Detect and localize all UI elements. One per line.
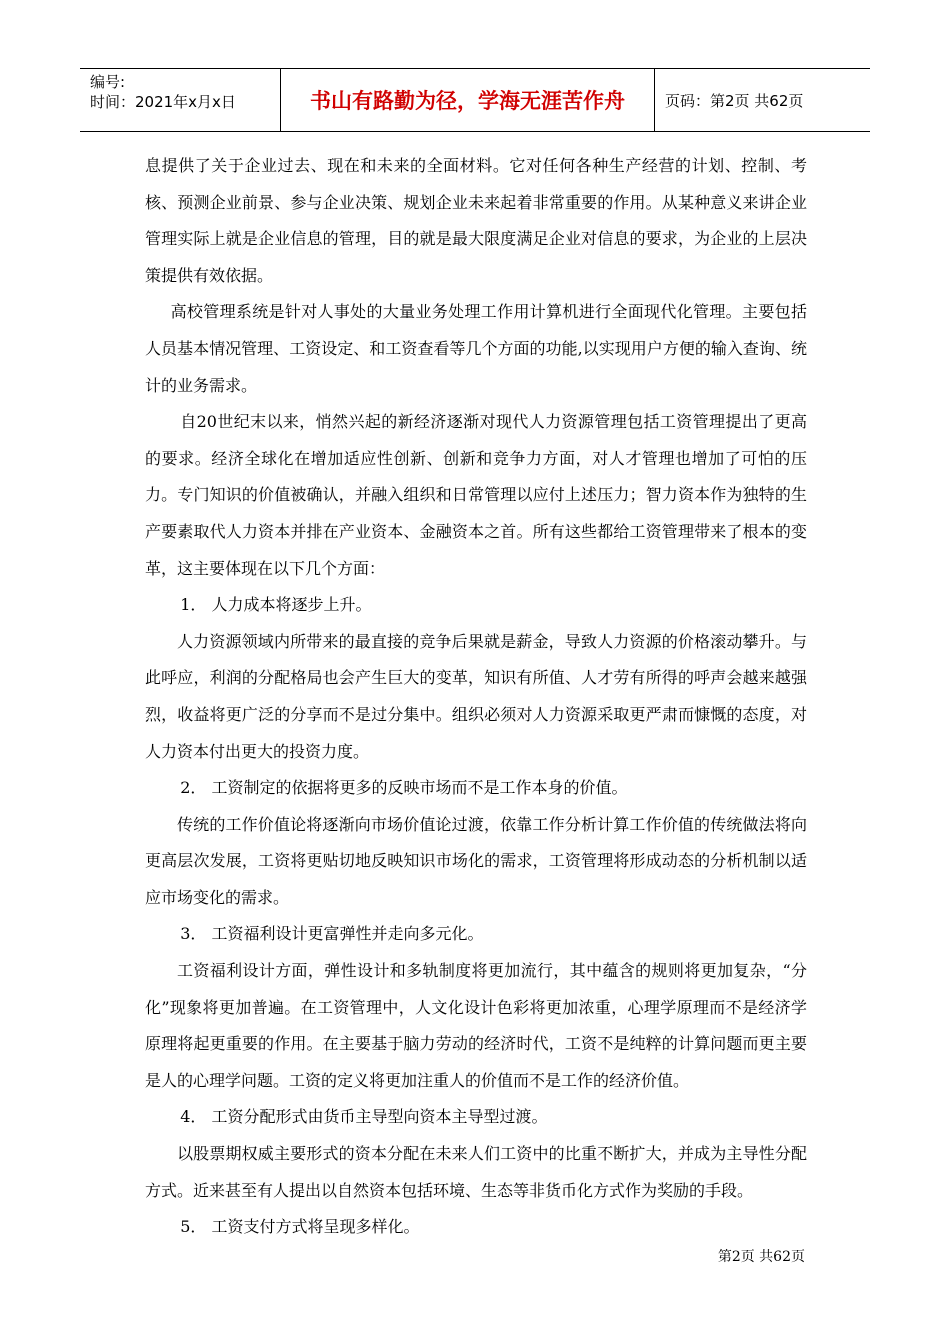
page-header [80,68,870,132]
list-item-heading: 4． 工资分配形式由货币主导型向资本主导型过渡。 [180,1107,548,1127]
paragraph: 工资福利设计方面，弹性设计和多轨制度将更加流行，其中蕴含的规则将更加复杂，“分化”现象将更加普遍。在工资管理中，人文化设计色彩将更加浓重，心理学原理而不是经济学原理将起更重要的作用。在主要基于脑力劳动的经济时代，工资不是纯粹的计算问题而更主要是人的心理学问题。工资的定义将更加注重人的价值而不是工作的经济价值。 [145,961,807,1090]
list-item-heading: 1． 人力成本将逐步上升。 [180,595,372,615]
document-body [145,148,807,1246]
paragraph: 高校管理系统是针对人事处的大量业务处理工作用计算机进行全面现代化管理。主要包括人员基本情况管理、工资设定、和工资查看等几个方面的功能,以实现用户方便的输入查询、统计的业务需求。 [145,302,807,395]
list-item-heading: 5． 工资支付方式将呈现多样化。 [180,1217,420,1237]
paragraph: 息提供了关于企业过去、现在和未来的全面材料。它对任何各种生产经营的计划、控制、考核、预测企业前景、参与企业决策、规划企业未来起着非常重要的作用。从某种意义来讲企业管理实际上就是企业信息的管理，目的就是最大限度满足企业对信息的要求，为企业的上层决策提供有效依据。 [145,156,807,285]
page-footer: 第2页 共62页 [717,1249,805,1265]
paragraph: 自20世纪末以来，悄然兴起的新经济逐渐对现代人力资源管理包括工资管理提出了更高的要求。经济全球化在增加适应性创新、创新和竞争力方面，对人才管理也增加了可怕的压力。专门知识的价值被确认，并融入组织和日常管理以应付上述压力；智力资本作为独特的生产要素取代人力资本并排在产业资本、金融资本之首。所有这些都给工资管理带来了根本的变革，这主要体现在以下几个方面： [145,412,807,578]
paragraph: 以股票期权威主要形式的资本分配在未来人们工资中的比重不断扩大，并成为主导性分配方式。近来甚至有人提出以自然资本包括环境、生态等非货币化方式作为奖励的手段。 [145,1144,807,1200]
list-item-heading: 2． 工资制定的依据将更多的反映市场而不是工作本身的价值。 [180,778,628,798]
time-label: 时间：2021年x月x日 [90,93,236,111]
header-page-info: 页码：第2页 共62页 [665,91,804,110]
header-motto: 书山有路勤为径，学海无涯苦作舟 [281,69,655,131]
number-label: 编号: [90,73,126,91]
header-meta-cell [80,69,281,131]
paragraph: 人力资源领域内所带来的最直接的竞争后果就是薪金，导致人力资源的价格滚动攀升。与此呼应，利润的分配格局也会产生巨大的变革，知识有所值、人才劳有所得的呼声会越来越强烈，收益将更广泛的分享而不是过分集中。组织必须对人力资源采取更严肃而慷慨的态度，对人力资本付出更大的投资力度。 [145,631,807,761]
paragraph: 传统的工作价值论将逐渐向市场价值论过渡，依靠工作分析计算工作价值的传统做法将向更高层次发展，工资将更贴切地反映知识市场化的需求，工资管理将形成动态的分析机制以适应市场变化的需求。 [145,814,807,907]
list-item-heading: 3． 工资福利设计更富弹性并走向多元化。 [180,924,484,944]
